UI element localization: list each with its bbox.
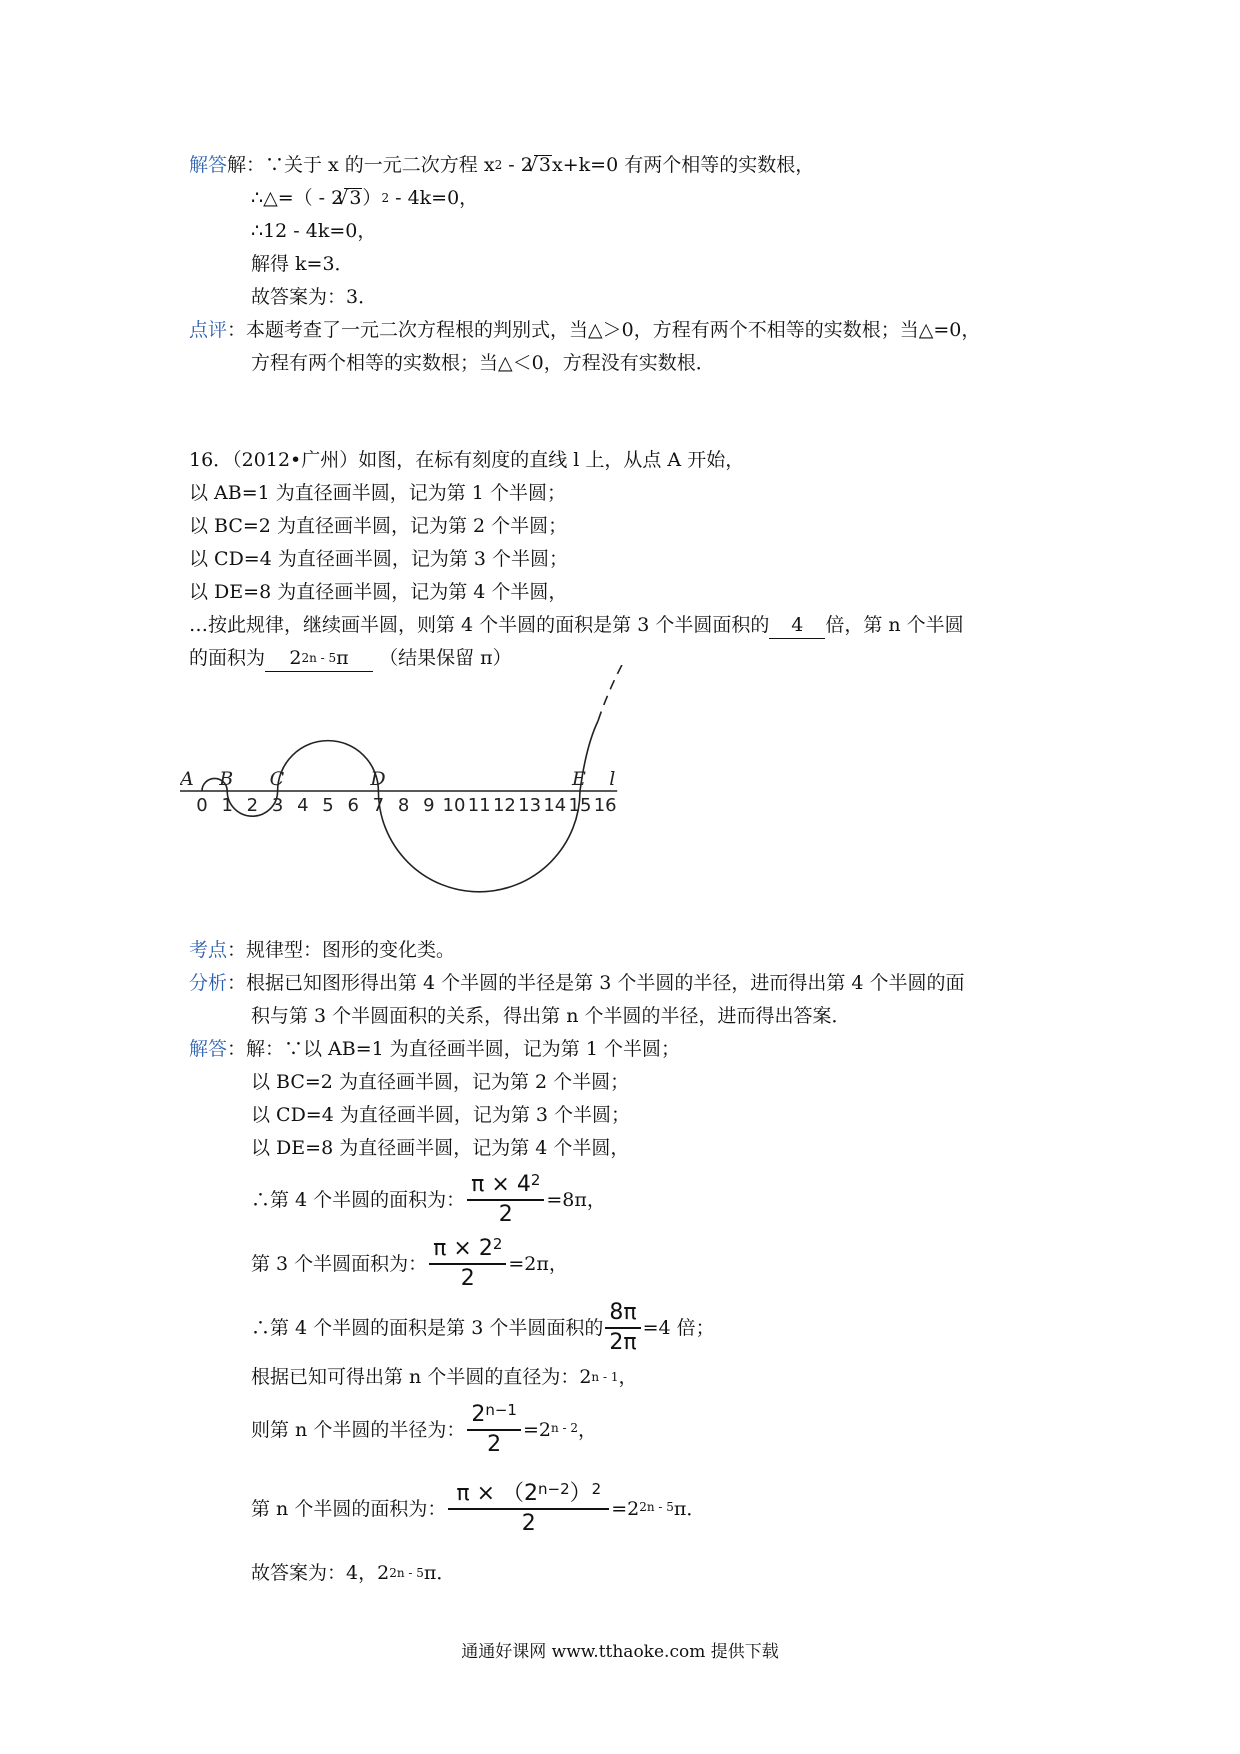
tick-label: 8 xyxy=(397,795,410,816)
tick-label: 9 xyxy=(423,795,435,816)
tick-label: 3 xyxy=(271,795,284,816)
tick-label: 12 xyxy=(492,795,516,816)
comment-line-2: 方程有两个相等的实数根；当△＜0，方程没有实数根． xyxy=(251,352,715,374)
question-16-line-3: 以 BC=2 为直径画半圆，记为第 2 个半圆； xyxy=(189,515,568,537)
kaodian-label: 考点 xyxy=(189,939,228,961)
solution-line-1: 解答解：∵关于 x 的一元二次方程 $x^2 - 2√$ 3x+k=0 有两个相等的实数根， xyxy=(189,152,814,178)
question-16-line-4: 以 CD=4 为直径画半圆，记为第 3 个半圆； xyxy=(189,548,569,570)
point-label-C: C xyxy=(269,768,285,790)
jieda-line-4: 以 DE=8 为直径画半圆，记为第 4 个半圆， xyxy=(251,1137,630,1159)
fraction: $\frac{\pi \times (2^{n-2})^2}{2}$ xyxy=(448,1480,609,1538)
question-16-line-6: …按此规律，继续画半圆，则第 4 个半圆的面积是第 3 个半圆面积的 4 倍，第 n 个半圆 xyxy=(189,612,964,639)
point-label-l: l xyxy=(609,768,616,790)
question-16-line-7: 的面积为 $2^{2n - 5}\pi$ （结果保留 π） xyxy=(189,645,512,672)
tick-label: 5 xyxy=(322,795,334,816)
semicircle-5-dashed xyxy=(598,665,624,721)
area4-formula: ∴第 4 个半圆的面积为： $\frac{\pi \times 4^2}{2}$ =8π， xyxy=(251,1171,606,1227)
answer-blank-2: $2^{2n - 5}\pi$ xyxy=(265,645,373,672)
arean-formula: 第 n 个半圆的面积为： $\frac{\pi \times (2^{n-2})^2}{2}$ =2 $^{2n - 5}$ π． xyxy=(251,1480,706,1536)
solution-label: 解答 xyxy=(189,154,228,176)
fraction: $\frac{8\pi}{2\pi}$ xyxy=(605,1299,640,1357)
tick-label: 10 xyxy=(442,795,466,816)
tick-label: 13 xyxy=(518,795,542,816)
solution-line-4: 解得 k=3． xyxy=(251,253,354,275)
solution-line-5: 故答案为：3． xyxy=(251,286,378,308)
ratio-formula: ∴第 4 个半圆的面积是第 3 个半圆面积的 $\frac{8\pi}{2\pi}$ =4 倍； xyxy=(251,1300,715,1355)
comment-label: 点评 xyxy=(189,319,228,341)
jieda-line-2: 以 BC=2 为直径画半圆，记为第 2 个半圆； xyxy=(251,1071,630,1093)
point-label-B: B xyxy=(219,768,234,790)
question-16-line-5: 以 DE=8 为直径画半圆，记为第 4 个半圆， xyxy=(189,581,568,603)
point-label-E: E xyxy=(572,768,586,790)
tick-label: 7 xyxy=(372,795,385,816)
kaodian-line: 考点：规律型：图形的变化类。 xyxy=(189,939,456,961)
tick-label: 1 xyxy=(221,795,233,816)
tick-label: 6 xyxy=(347,795,359,816)
tick-label: 4 xyxy=(297,795,309,816)
fraction: $\frac{\pi \times 2^2}{2}$ xyxy=(429,1235,506,1293)
area3-formula: 第 3 个半圆面积为： $\frac{\pi \times 2^2}{2}$ =2π， xyxy=(251,1235,568,1291)
fraction: $\frac{\pi \times 4^2}{2}$ xyxy=(467,1171,544,1229)
fenxi-line-2: 积与第 3 个半圆面积的关系，得出第 n 个半圆的半径，进而得出答案． xyxy=(251,1005,851,1027)
solution-line-2: ∴△=（ - 2√ 3）$^2$ - 4k=0， xyxy=(251,185,478,211)
tick-label: 14 xyxy=(543,795,567,816)
question-16-line-2: 以 AB=1 为直径画半圆，记为第 1 个半圆； xyxy=(189,482,566,504)
final-answer: 故答案为：4，$2^{2n - 5}\pi$． xyxy=(251,1562,456,1584)
point-label-A: A xyxy=(180,768,194,790)
tick-label: 0 xyxy=(196,795,208,816)
fenxi-line-1: 分析：根据已知图形得出第 4 个半圆的半径是第 3 个半圆的半径，进而得出第 4 个半圆的面 xyxy=(189,972,965,994)
jieda-line-1: 解答：解：∵以 AB=1 为直径画半圆，记为第 1 个半圆； xyxy=(189,1038,680,1060)
comment-line-1: 点评：本题考查了一元二次方程根的判别式，当△＞0，方程有两个不相等的实数根；当△=0， xyxy=(189,319,981,341)
question-16-line-1: 16．（2012•广州）如图，在标有刻度的直线 l 上，从点 A 开始， xyxy=(189,449,745,471)
jieda-line-3: 以 CD=4 为直径画半圆，记为第 3 个半圆； xyxy=(251,1104,631,1126)
tick-label: 11 xyxy=(467,795,491,816)
sqrt-symbol: √ 3 xyxy=(344,188,362,208)
jieda-label: 解答 xyxy=(189,1038,228,1060)
solution-line-3: ∴12 - 4k=0， xyxy=(251,220,377,242)
radius-formula: 则第 n 个半圆的半径为： $\frac{2^{n-1}}{2}$ =2 $^{n - 2}$ ， xyxy=(251,1401,598,1457)
page-footer: 通通好课网 www.tthaoke.com 提供下载 xyxy=(461,1642,779,1662)
sqrt-symbol: √ 3 xyxy=(534,155,552,175)
semicircle-3 xyxy=(278,741,379,791)
answer-blank-1: 4 xyxy=(769,612,825,639)
point-label-D: D xyxy=(370,768,386,790)
fraction: $\frac{2^{n-1}}{2}$ xyxy=(467,1401,521,1459)
tick-label: 16 xyxy=(593,795,617,816)
diameter-line: 根据已知可得出第 n 个半圆的直径为：2$^{n - 1}$， xyxy=(251,1366,638,1388)
fenxi-label: 分析 xyxy=(189,972,228,994)
semicircle-figure xyxy=(180,665,660,925)
tick-label: 2 xyxy=(246,795,259,816)
tick-label: 15 xyxy=(568,795,592,816)
